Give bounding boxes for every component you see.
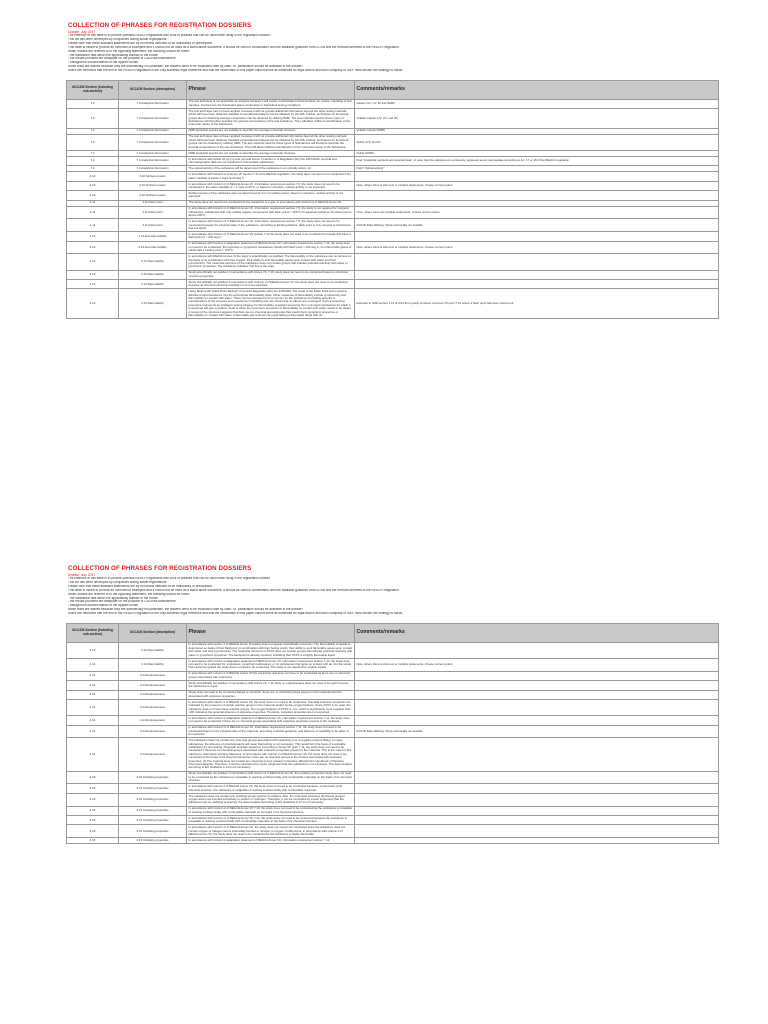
cell-phrase: In accordance with Column 2 of Annex VII Section 7.6 of the REACH regulation, the study does not need to be conducted if the water solubility is below 1 mg/L at 20 deg C. (187, 172, 355, 181)
table-row (67, 771, 719, 784)
cell-phrase: Study scientifically not justified. In accordance with Annex VII, 7.10, study does not need to be conducted based on chemical structure properties. (187, 270, 355, 279)
cell-comments: Note, where there is Also text or multiple statements, choose correct option. (355, 658, 719, 671)
cell-phrase: Study scientifically not justified. In accordance with Column 2 of REACH Annex VII, the study does not need to be conducted because as chemical structure reactivity is not to be expected. (187, 280, 355, 289)
table-row (67, 738, 719, 771)
cell-phrase: The optical activity of the substance will be determined if the substance is an optically active; ok. (187, 166, 355, 172)
header-description: IUCLID6 Section (description) (119, 624, 187, 643)
cell-phrase: The study does not need to be conducted as the substance is a gas; in accordance with Column 2 of REACH Annex VII. (187, 200, 355, 206)
intro-line: The intention of this table is to provide potential REACH registrants with a list of phrases that can be used when filling in the registration dossier. (68, 577, 271, 580)
cell-comments (355, 172, 719, 181)
cell-phrase: In accordance with Column 2 of REACH Annex VII 7.13, the study does not need to be conducted as the substance is incapable of reacting exothermically with combustible materials on the basis of its chemical structure. (187, 806, 355, 815)
header-phrase: Phrase (187, 81, 355, 100)
intro-line: Users are reminded that the text of the REACH Regulation is the only authentic legal reference and that the information in this paper cannot serve as substitute for legal advice and each company or SIEF must decide the strategy to follow. (68, 69, 403, 73)
table-row (67, 671, 719, 680)
cell-description: 4.15 Oxidising properties (119, 771, 187, 784)
cell-section: 4.13 (67, 270, 119, 279)
cell-phrase: NMR analytical spectra are not suitable to describe the average molecular structure. (187, 150, 355, 156)
cell-section: 4.11 (67, 200, 119, 206)
intro-text (68, 34, 718, 73)
intro-line: Please note that these standard statements are by no means intended to be mandatory or prescriptive. (68, 584, 213, 588)
cell-section: 4.10 (67, 172, 119, 181)
table-row (67, 191, 719, 200)
intro-line: When models are referred to in the opposing statement, the following should be noted: (68, 49, 190, 53)
cell-comments (355, 671, 719, 680)
cell-comments: Field "Optical activity" (355, 166, 719, 172)
table-body (67, 99, 719, 319)
table-row (67, 690, 719, 699)
table-row (67, 716, 719, 725)
cell-section: 7.4 (67, 109, 119, 129)
cell-description: 7.4 Analytical information (119, 128, 187, 134)
table-row (67, 658, 719, 671)
intro-line: When models are referred to in the opposing statement, the following should be noted: (68, 592, 190, 596)
cell-comments (355, 825, 719, 838)
cell-description: 4.14 Explosiveness (119, 681, 187, 690)
table-row (67, 219, 719, 232)
cell-section: 4.15 (67, 784, 119, 793)
cell-description: 4.13 Flammability (119, 642, 187, 658)
document-date: Update: July 2017 (68, 30, 96, 34)
cell-section: 4.13 (67, 658, 119, 671)
cell-section: 4.15 (67, 816, 119, 825)
cell-comments: Note, where there is Also text or multiple statements, choose correct option. (355, 181, 719, 190)
table-row (67, 254, 719, 270)
intro-line: This table is meant to provide an overview of examples and it should not be used as a stand-alone document. It should be used in combination with the available guidance from ECHA and the relevant Annexes of the REACH Regulation. (68, 588, 400, 592)
cell-section: 7.4 (67, 150, 119, 156)
cell-comments: Volatile Liquids (NMR) (355, 128, 719, 134)
intro-line: - background documentation of the applied model (68, 604, 138, 608)
intro-line: - the results provided are adequate for the purpose of C&L/Risk Assessment (68, 57, 176, 61)
cell-phrase: The substance does not contain any oxidising groups typical of oxidisers. Also, the (chemical structure) (functional groups) oxygen atoms are bonded exclusively to carbon or hydrogen. Therefore, it can be concluded by expert judgement that the substance has no oxidising properties; the determination according to EC Guideline A.17 is not necessary. (187, 793, 355, 806)
document-title: COLLECTION OF PHRASES FOR REGISTRATION DOSSIERS (68, 22, 252, 29)
table-row (67, 825, 719, 838)
cell-description: 7.4 Analytical information (119, 150, 187, 156)
cell-section: 7.4 (67, 156, 119, 165)
table-row (67, 172, 719, 181)
cell-section: 7.4 (67, 99, 119, 108)
cell-section: 4.11 (67, 206, 119, 219)
cell-description: 4.14 Explosiveness (119, 738, 187, 771)
cell-section: 4.13 (67, 642, 119, 658)
cell-phrase: In accordance with Column 2 adaptation statement of REACH Annex VII, information requirement section 7.10, the study does not need to be conducted for: explosives, pyrophoric substances, or for substances that ignite on contact with air. For the solids that cannot be ignited the study does not need to be conducted. The study is not required for organic liquids. (187, 658, 355, 671)
intro-line: When tests are waived because they are scientifically not justifiable, the waivers need to be evaluated case by case, i.e. justification should be available in the dossier! (68, 608, 303, 612)
cell-description: 4.13 Flammability (119, 270, 187, 279)
document-page-2 (66, 565, 718, 844)
table-body (67, 642, 719, 844)
cell-comments: Solids (UV) and IR (355, 134, 719, 150)
intro-line: Please note that these standard statements are by no means intended to be mandatory or prescriptive. (68, 41, 213, 45)
table-row (67, 232, 719, 241)
cell-section: 4.15 (67, 825, 119, 838)
header-section: IUCLID6 Section (including sub-section) (67, 81, 119, 100)
cell-section: 4.15 (67, 771, 119, 784)
cell-description: 7.4 Analytical information (119, 156, 187, 165)
intro-line: - the substance falls within the applicability domain of the model (68, 596, 158, 600)
cell-comments: Volatile Liquids (UV, UV, and IR) (355, 109, 719, 129)
cell-phrase: In accordance with column 2 of REACH Annex VII, the study does not need to be conducted because, on the basis of its chemical structure, the substance is incapable of reacting exothermically with combustible materials. (187, 784, 355, 793)
cell-description: 4.10 Surface tension (119, 181, 187, 190)
cell-comments: IUCLID Data Waiving: Study technically not feasible (355, 725, 719, 738)
table-row (67, 838, 719, 844)
cell-description: 7.4 Analytical information (119, 99, 187, 108)
cell-phrase: In accordance with Column 2 adaptation statement of REACH Annex VII, information requirement section 7.12, the study does not need to be conducted: the explosive or pyrophoric substances, liquids with flash point > 200 deg C, non flammable gases or solids with a melting point < 160°C. (187, 241, 355, 254)
cell-comments (355, 191, 719, 200)
cell-comments (355, 232, 719, 241)
cell-comments (355, 806, 719, 815)
table-row (67, 270, 719, 279)
cell-description: 4.13 Flammability (119, 254, 187, 270)
table-row (67, 206, 719, 219)
cell-description: 4.15 Oxidising properties (119, 816, 187, 825)
table-row (67, 793, 719, 806)
cell-section: 4.14 (67, 716, 119, 725)
cell-comments (355, 816, 719, 825)
cell-comments: Note, where there are multiple statements, choose correct option. (355, 206, 719, 219)
cell-phrase: In accordance with Column 2 of REACH Annex VII, information requirement section 7.11, the study does not need to be conducted based on the physical state of the molecule; according to ECHA guidance, and absence of capability to be taken to be explosive. (187, 725, 355, 738)
cell-comments (355, 681, 719, 690)
cell-comments (355, 784, 719, 793)
cell-section: 4.13 (67, 280, 119, 289)
cell-comments (355, 838, 719, 844)
cell-description: 4.10 Surface tension (119, 191, 187, 200)
cell-section: 4.13 (67, 232, 119, 241)
cell-phrase: In accordance with Column 2 adaptation statement of REACH Annex VII, information requirement section 7.11, the study does not need to be conducted if there are no chemical groups associated with explosive properties present in the molecule. (187, 716, 355, 725)
cell-description: 4.14 Explosiveness (119, 725, 187, 738)
cell-description: 4.14 Explosiveness (119, 690, 187, 699)
intro-line: This table is meant to provide an overview of examples and it should not be used as a stand-alone document. It should be used in combination with the available guidance from ECHA and the relevant Annexes of the REACH Regulation. (68, 45, 400, 49)
cell-description: 4.15 Oxidising properties (119, 806, 187, 815)
intro-line: Users are reminded that the text of the REACH Regulation is the only authentic legal reference and that the information in this paper cannot serve as substitute for legal advice and each company or SIEF must decide the strategy to follow. (68, 612, 403, 616)
cell-comments: Relevant to fulfill section 4.13 of IUCLID to justify omission of Annex VII point 7.10 where a flash point has been carried out. (355, 289, 719, 319)
cell-section: 4.15 (67, 806, 119, 815)
cell-section: 4.14 (67, 690, 119, 699)
cell-phrase: The test technique has not been applied, because it will not provide additional information beyond the other testing methods which will have been obtained. Detailed compositional analysis can be obtained by GC-MS. Further, techniques for functional groups can be obtained by utilising NMR. The test methods used for these types of Substances will therefore describe the general compositions of the test substance. They will allow sufficient identification of the molecular nature of the Substance. (187, 134, 355, 150)
cell-description: 7.4 Analytical information (119, 166, 187, 172)
cell-comments (355, 738, 719, 771)
phrases-table (66, 80, 719, 319)
table-row (67, 816, 719, 825)
intro-line: - background documentation of the applied model (68, 61, 138, 65)
table-row (67, 289, 719, 319)
cell-description: 4.15 Oxidising properties (119, 838, 187, 844)
cell-phrase: Using Method A8 "Flash Point Method" of Council Regulation (EC) No 440/2008. The result of the Flash Point test is used to allocate a liquid substance into the appropriate flammability class. Other measures of flammability include pyrophoricity and flammability on contact with water. These can be considered not a concern for the substance and taking account of considerations of the structure and experience in handling and use shows that no effects are envisaged. Such a screening procedure represents an intelligent testing strategy for flammability. A applied screening from only liquid substances for which it is assumed will give a positive result or when the pyrophoric properties or flammability on contact with water needs to be tested. A review of the structure suggests that there are no chemical groups/groups that would imply pyrophoric properties or flammability on contact with water. A flammable gas is known as a gas having a flammable range with air. (187, 289, 355, 319)
header-description: IUCLID6 Section (description) (119, 81, 187, 100)
cell-phrase: In accordance with REACH Annex XI the study is scientifically not justified. The flammability of the substance can be derived on the basis of its combination with free oxygen: their ability to emit flammable gases upon contact with water and their pyrophoricity. The molecular structure of the substance does not contain groups that indicate potential reactivity with water or pyrophoric properties. The substance indicates that this is the case. (187, 254, 355, 270)
cell-phrase: In accordance with Column 2 of REACH Annex VII section 7.12 the study does not need to be conducted for liquids that have a flash point of < 200 deg C. (187, 232, 355, 241)
cell-section: 4.14 (67, 699, 119, 715)
cell-section: 4.10 (67, 181, 119, 190)
intro-line: - the results provided are adequate for the purpose of C&L/Risk Assessment (68, 600, 176, 604)
cell-comments (355, 280, 719, 289)
cell-section: 4.14 (67, 738, 119, 771)
cell-description: 4.14 Explosiveness (119, 699, 187, 715)
cell-phrase: Study scientifically not justified. In accordance with Annex VII, 7.11 study on explosiveness does not need to be performed as the substance is a gas. (187, 681, 355, 690)
cell-phrase: The substance does not contain any chemical groups associated with explosivity (nor a negative result is likely). In many substances, the absence of structural alerts will mean that testing is not necessary. This would form the basis of a waivable justification for non-testing. Proposal/ template sentence: According to Annex VII point 7.11, the study does not need to be conducted if there are no chemical groups associated with explosive properties present in the molecule. This is the case for this substance. Alternative wording statement: In accordance with column 2 of REACH Annex VII, the study does not need to be conducted on the basis of its chemical structures; there are no chemical groups in the product associated with explosive properties. (ii) The material does not contain any chemical groups present in literature (Bretherick's Handbook of Reactive Chemical Hazards). Therefore, it can be considered by expert judgement that this substance is not explosive. The determination according to EC Guideline A.14 is not necessary. (187, 738, 355, 771)
cell-section: 4.13 (67, 254, 119, 270)
intro-line: This list has been developed by companies during actual registrations. (68, 37, 168, 41)
cell-description: 4.13 Auto flammability (119, 241, 187, 254)
cell-description: 4.13 Auto flammability (119, 232, 187, 241)
cell-description: 4.11 Flash point (119, 200, 187, 206)
cell-description: 4.10 Surface tension (119, 172, 187, 181)
table-row (67, 699, 719, 715)
header-comments: Comments/remarks (355, 624, 719, 643)
cell-description: 4.13 Flammability (119, 658, 187, 671)
cell-phrase: The test technique has not been applied, because it will not provide additional information beyond the other testing methods which will have been obtained. Detailed compositional analysis can be obtained by GC-MS. Further, techniques for functional groups like for obtaining average composition can be obtained by utilising NMR. The test methods used for these types of Substances will therefore describe the general compositions of the test substance. They will allow sufficient identification of the molecular nature of the Substance. (187, 109, 355, 129)
cell-comments (355, 793, 719, 806)
table-row (67, 784, 719, 793)
cell-phrase: The test technique is not applicable for analysis because it will require sophisticated instrumentation for routine. Handling of test samples. Furthermore the fluorinated gases would arise in hazardous testing conditions. (187, 99, 355, 108)
cell-phrase: Study scientifically not justified. In accordance with column 2 of REACH Annex VII, the oxidising properties study does not need to be conducted as the substance is incapable of reacting exothermically with combustible materials on the basis of its chemical structure. (187, 771, 355, 784)
header-comments: Comments/remarks (355, 81, 719, 100)
table-row (67, 681, 719, 690)
cell-phrase: In accordance with column 2 of REACH Annex VII the explosivity test does not have to be conducted as there are no chemical groups associated with explosivity. (187, 671, 355, 680)
cell-description: 4.15 Oxidising properties (119, 825, 187, 838)
cell-section: 4.13 (67, 241, 119, 254)
cell-comments: Gases (UC, UV, IR and NMR) (355, 99, 719, 108)
cell-phrase: In accordance with section 1 of REACH Annex XI testing does not appear scientifically necessary. The flammability of liquids is determined on basis of their flashpoint (in combination with their boiling point); their ability to emit flammable gases upon contact with water and their pyrophoricity. The molecular structure of XXXX does not contain groups that indicate potential reactivity with water or pyrophoric properties. The flashpoint is already reported, indicating that XXXX is a highly flammable liquid. (187, 642, 355, 658)
cell-comments (355, 642, 719, 658)
cell-comments (355, 690, 719, 699)
cell-section: 4.13 (67, 289, 119, 319)
cell-comments (355, 270, 719, 279)
table-row (67, 806, 719, 815)
cell-phrase: In accordance with Article 10 (a) (vi) and (vii) and Annex VI section 2 of Regulation (EC) No 1907/2006, spectral and chromatographic data are not required for intermediate substances. (187, 156, 355, 165)
table-row (67, 109, 719, 129)
cell-comments (355, 254, 719, 270)
document-title: COLLECTION OF PHRASES FOR REGISTRATION DOSSIERS (68, 565, 252, 572)
cell-description: 7.4 Analytical information (119, 109, 187, 129)
cell-description: 4.13 Flammability (119, 280, 187, 289)
header-phrase: Phrase (187, 624, 355, 643)
intro-text (68, 577, 718, 616)
phrases-table (66, 623, 719, 844)
cell-phrase: In accordance with Column 2 of REACH Annex VII, the study does not need to be conducted since the substance does not contain oxygen or halogen atoms chemically bonded to nitrogen or oxygen. Furthermore, in accordance with column 2 of REACH Annex VII, the study does not need to be conducted as the substance is highly flammable. (187, 825, 355, 838)
cell-description: 4.15 Oxidising properties (119, 793, 187, 806)
cell-phrase: In accordance with Column 2 adaptation statement of REACH Annex VII, information requirement section 7.13. (187, 838, 355, 844)
cell-section: 4.15 (67, 838, 119, 844)
cell-description: 4.15 Oxidising properties (119, 784, 187, 793)
table-row (67, 642, 719, 658)
document-date: Update: July 2017 (68, 573, 96, 577)
cell-section: 4.14 (67, 725, 119, 738)
cell-phrase: Study does not need to be conducted based on structure: there are no chemical groups present in the molecule that are associated with explosive properties. (187, 690, 355, 699)
cell-description: 4.13 Flammability (119, 289, 187, 319)
cell-section: 4.10 (67, 191, 119, 200)
intro-line: This list has been developed by companies during actual registrations. (68, 580, 168, 584)
table-row (67, 725, 719, 738)
intro-line: The intention of this table is to provide potential REACH registrants with a list of phrases that can be used when filling in the registration dossier. (68, 34, 271, 37)
table-row (67, 280, 719, 289)
cell-section: 7.4 (67, 128, 119, 134)
cell-section: 4.14 (67, 681, 119, 690)
cell-section: 7.4 (67, 166, 119, 172)
cell-description: 7.4 Analytical information (119, 134, 187, 150)
cell-comments: IUCLID Data Waiving: Study technically not feasible (355, 219, 719, 232)
cell-description: 4.11 Flash point (119, 206, 187, 219)
cell-description: 4.11 Flash point (119, 219, 187, 232)
table-row (67, 181, 719, 190)
cell-phrase: In accordance with Column 2 of REACH Annex VII, information requirement section 7.9, the study does not need to be conducted because the physical state of the substance, according to ECHA guidance, flash point is only relevant to substances that are liquid. (187, 219, 355, 232)
cell-section: 4.15 (67, 793, 119, 806)
document-page-1 (66, 22, 718, 319)
cell-comments: Note, where there is Also text or multiple statements, choose correct option. (355, 241, 719, 254)
cell-phrase: Surface tension of the substance was not determined as it is not surface active; based on structure, surface activity is not expected. (187, 191, 355, 200)
cell-phrase: In accordance with Column 2 of REACH Annex VII 7.13, the study does not need to be conducted because the substance is incapable of reacting exothermically with combustible materials on the basis of its chemical structure. (187, 816, 355, 825)
cell-section: 4.14 (67, 671, 119, 680)
cell-phrase: NMR analytical spectra are not suitable to describe the average molecular structure. (187, 128, 355, 134)
intro-line: - the substance falls within the applicability domain of the model (68, 53, 158, 57)
cell-comments: Fuel "Analytical methods and spectral data". In case that the substance is exclusively registered as an intermediate according to Art. 17 or 18 of the REACH regulation (355, 156, 719, 165)
cell-section: 4.11 (67, 219, 119, 232)
cell-description: 4.14 Explosiveness (119, 671, 187, 680)
cell-comments (355, 699, 719, 715)
cell-phrase: In accordance with Column 2 of REACH Annex VII, information requirement section 7.6, the study does not need to be conducted if: the water solubility is < 1 mg/L at 20°C, or based on structure, surface activity is not expected. (187, 181, 355, 190)
cell-comments (355, 716, 719, 725)
table-row (67, 156, 719, 165)
cell-description: 4.14 Explosiveness (119, 716, 187, 725)
cell-comments (355, 771, 719, 784)
table-row (67, 241, 719, 254)
header-section: IUCLID6 Section (including sub-section) (67, 624, 119, 643)
cell-comments: Solids (NMR) (355, 150, 719, 156)
table-row (67, 134, 719, 150)
cell-phrase: In accordance with Column 2 of REACH Annex VII, information requirement section 7.9, the study is not required for inorganic substances, substances with only volatile organic components with flash points > 100°C for aqueous solutions, the flash point is above 200°C. (187, 206, 355, 219)
table-row (67, 99, 719, 108)
cell-section: 7.4 (67, 134, 119, 150)
cell-phrase: In accordance with column 2 of REACH Annex VII, the study does not need to be conducted. Potential explosive properties are indicated by the presence of certain reactive groups in the molecule and/or by the oxygen balance. Since XXXX is an ester, the substance does not have these reactive groups. The oxygen balance of XXXX is -xxx, which is significantly more negative than -200 indicating the potential absence of explosive properties. Therefore, explosive properties are not expected. (187, 699, 355, 715)
intro-line: When tests are waived because they are scientifically not justifiable, the waivers need to be evaluated case by case, i.e. justification should be available in the dossier! (68, 65, 303, 69)
